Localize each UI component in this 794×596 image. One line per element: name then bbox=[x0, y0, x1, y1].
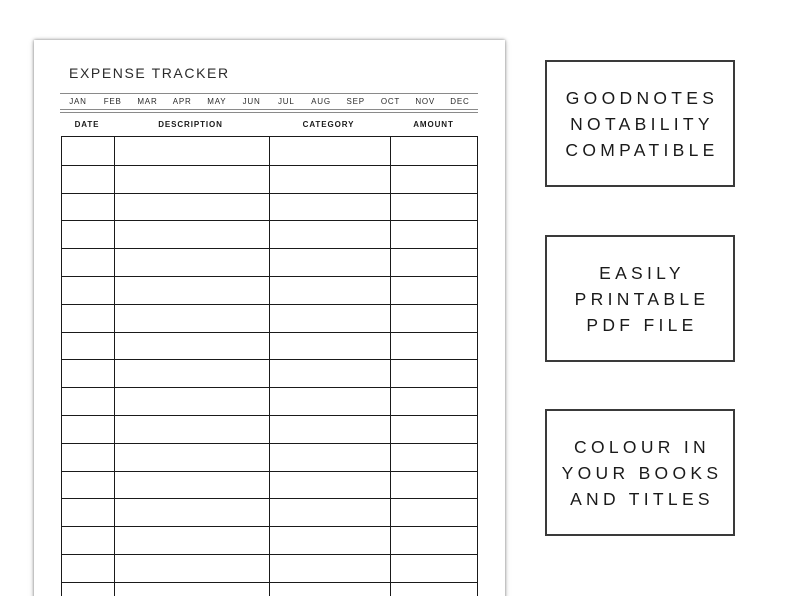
month-jun[interactable]: JUN bbox=[242, 97, 261, 106]
feature-text: PDF FILE bbox=[586, 314, 698, 335]
month-selector bbox=[60, 93, 478, 110]
table-row bbox=[62, 359, 477, 360]
column-header-category: CATEGORY bbox=[302, 120, 355, 129]
feature-box-compatibility bbox=[545, 60, 735, 187]
table-row bbox=[62, 165, 477, 166]
feature-box-colour bbox=[545, 409, 735, 536]
table-row bbox=[62, 332, 477, 333]
column-header-description: DESCRIPTION bbox=[158, 120, 223, 129]
table-row bbox=[62, 471, 477, 472]
table-row bbox=[62, 193, 477, 194]
table-row bbox=[62, 554, 477, 555]
feature-text: COLOUR IN bbox=[574, 436, 710, 457]
feature-text: COMPATIBLE bbox=[565, 139, 719, 160]
month-may[interactable]: MAY bbox=[207, 97, 227, 106]
feature-text: NOTABILITY bbox=[570, 113, 714, 134]
month-oct[interactable]: OCT bbox=[380, 97, 401, 106]
table-row bbox=[62, 220, 477, 221]
feature-box-printable bbox=[545, 235, 735, 362]
feature-text: EASILY bbox=[599, 262, 685, 283]
table-row bbox=[62, 387, 477, 388]
table-row bbox=[62, 582, 477, 583]
column-header-date: DATE bbox=[74, 120, 100, 129]
month-dec[interactable]: DEC bbox=[450, 97, 470, 106]
feature-text: AND TITLES bbox=[570, 488, 714, 509]
column-header-amount: AMOUNT bbox=[413, 120, 454, 129]
table-row bbox=[62, 526, 477, 527]
table-header bbox=[61, 120, 478, 136]
month-sep[interactable]: SEP bbox=[346, 97, 365, 106]
feature-text: YOUR BOOKS bbox=[561, 462, 723, 483]
month-feb[interactable]: FEB bbox=[103, 97, 122, 106]
table-row bbox=[62, 276, 477, 277]
feature-text: PRINTABLE bbox=[574, 288, 710, 309]
page-title: EXPENSE TRACKER bbox=[69, 65, 230, 81]
table-row bbox=[62, 498, 477, 499]
month-jul[interactable]: JUL bbox=[277, 97, 295, 106]
month-apr[interactable]: APR bbox=[172, 97, 192, 106]
expense-table bbox=[61, 136, 478, 596]
month-mar[interactable]: MAR bbox=[137, 97, 158, 106]
table-row bbox=[62, 443, 477, 444]
month-jan[interactable]: JAN bbox=[69, 97, 87, 106]
table-row bbox=[62, 304, 477, 305]
month-nov[interactable]: NOV bbox=[415, 97, 436, 106]
table-row bbox=[62, 248, 477, 249]
table-row bbox=[62, 415, 477, 416]
feature-text: GOODNOTES bbox=[565, 87, 719, 108]
expense-tracker-page bbox=[34, 40, 505, 596]
month-aug[interactable]: AUG bbox=[311, 97, 331, 106]
